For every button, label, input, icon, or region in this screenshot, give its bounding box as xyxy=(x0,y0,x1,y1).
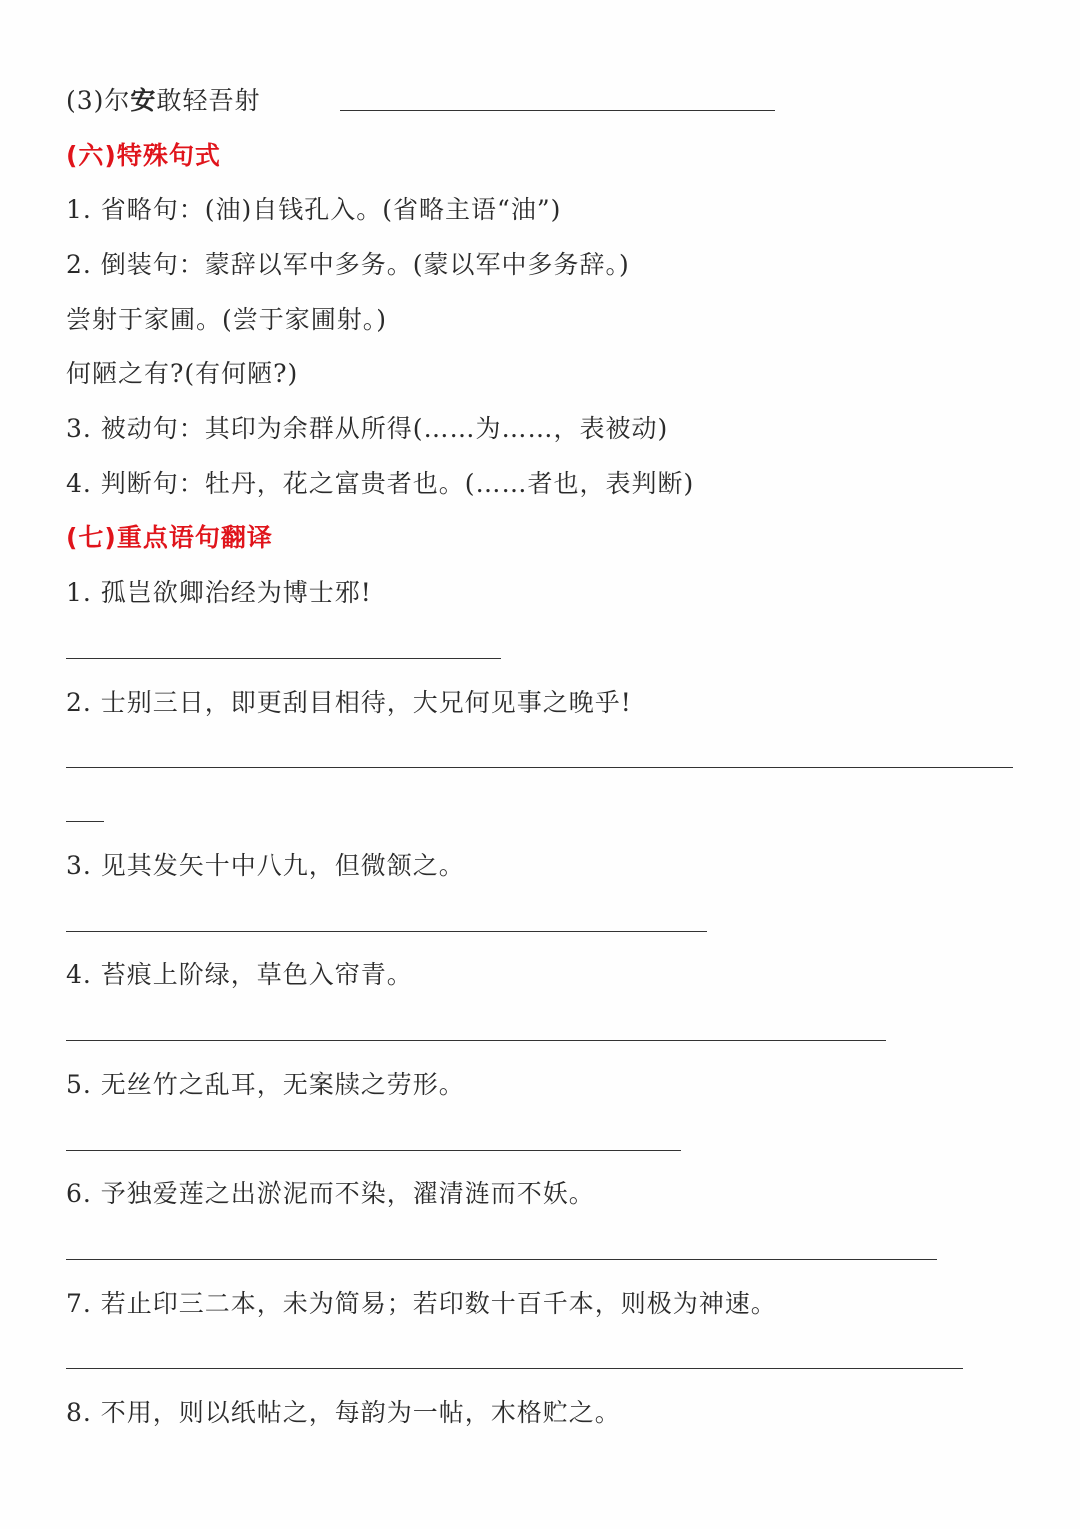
answer-blank-t3[interactable] xyxy=(66,931,707,932)
translation-item-1: 1. 孤岂欲卿治经为博士邪! xyxy=(66,578,372,607)
prompt-emphasis: 安 xyxy=(130,86,157,115)
answer-blank-t2-continuation[interactable] xyxy=(66,821,104,822)
sentence-inversion-example-3: 何陋之有?(有何陋?) xyxy=(66,359,299,388)
prompt-prefix: (3)尔 xyxy=(66,86,131,115)
answer-blank-t1[interactable] xyxy=(66,658,501,659)
translation-item-2: 2. 士别三日，即更刮目相待，大兄何见事之晚乎! xyxy=(66,688,632,717)
sentence-omission: 1. 省略句：(油)自钱孔入。(省略主语“油”) xyxy=(66,195,562,224)
answer-blank-3[interactable] xyxy=(340,110,775,111)
section-7-heading: (七)重点语句翻译 xyxy=(66,523,273,552)
sentence-judgment: 4. 判断句：牡丹，花之富贵者也。(……者也，表判断) xyxy=(66,469,695,498)
answer-blank-t2[interactable] xyxy=(66,767,1013,768)
answer-blank-t4[interactable] xyxy=(66,1040,886,1041)
question-3-prompt xyxy=(66,84,260,118)
translation-item-3: 3. 见其发矢十中八九，但微颔之。 xyxy=(66,851,465,880)
sentence-inversion-example-2: 尝射于家圃。(尝于家圃射。) xyxy=(66,305,388,334)
answer-blank-t7[interactable] xyxy=(66,1368,963,1369)
translation-item-7: 7. 若止印三二本，未为简易；若印数十百千本，则极为神速。 xyxy=(66,1289,777,1318)
prompt-suffix: 敢轻吾射 xyxy=(156,86,261,115)
answer-blank-t6[interactable] xyxy=(66,1259,937,1260)
translation-item-4: 4. 苔痕上阶绿，草色入帘青。 xyxy=(66,960,413,989)
translation-item-6: 6. 予独爱莲之出淤泥而不染，濯清涟而不妖。 xyxy=(66,1179,595,1208)
translation-item-5: 5. 无丝竹之乱耳，无案牍之劳形。 xyxy=(66,1070,465,1099)
section-6-heading: (六)特殊句式 xyxy=(66,141,221,170)
sentence-passive: 3. 被动句：其印为余群从所得(……为……，表被动) xyxy=(66,414,669,443)
translation-item-8: 8. 不用，则以纸帖之，每韵为一帖，木格贮之。 xyxy=(66,1398,621,1427)
answer-blank-t5[interactable] xyxy=(66,1150,681,1151)
sentence-inversion: 2. 倒装句：蒙辞以军中多务。(蒙以军中多务辞。) xyxy=(66,250,630,279)
